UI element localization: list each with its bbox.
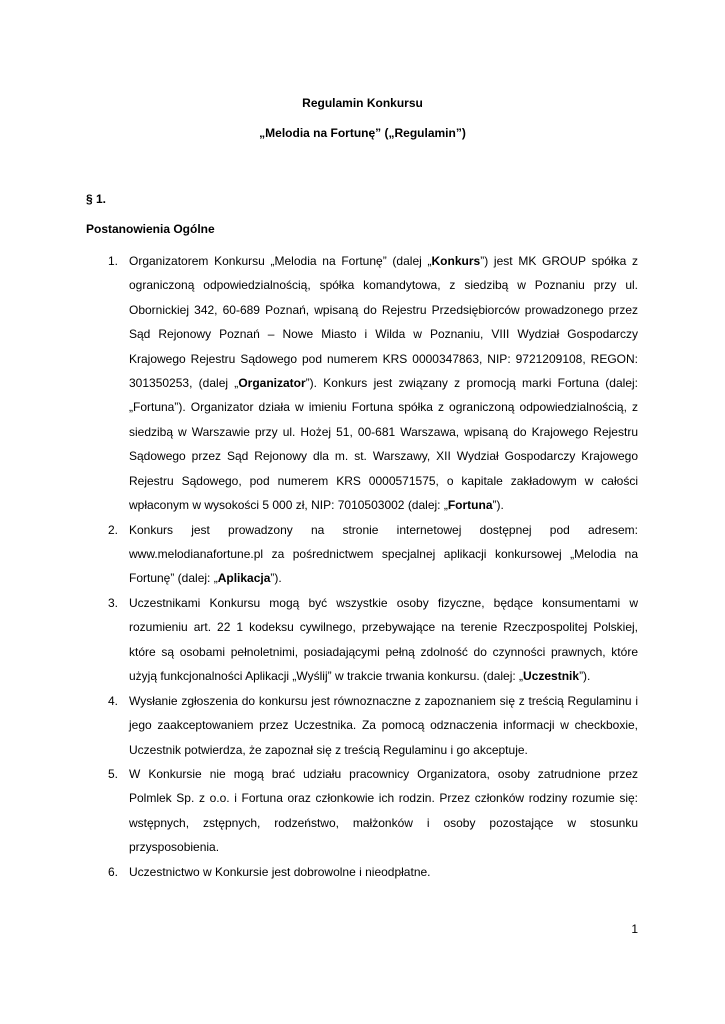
- list-item-number: 6.: [108, 864, 119, 879]
- text-line: [129, 420, 638, 444]
- text-run: Organizatorem Konkursu „Melodia na Fortunę” (dalej „: [129, 253, 432, 268]
- list-item-text: [129, 518, 638, 591]
- text-line: [129, 786, 638, 810]
- list-item: [0, 518, 725, 591]
- defined-term: Konkurs: [431, 253, 481, 268]
- text-run: wstępnych, zstępnych, rodzeństwo, małżonków i osoby pozostające w stosunku: [129, 815, 638, 830]
- text-run: ograniczoną odpowiedzialnością, spółka komandytowa, z siedzibą w Poznaniu przy ul.: [129, 278, 638, 293]
- text-line: [129, 322, 638, 346]
- list-item: [0, 249, 725, 518]
- text-run: przysposobienia.: [129, 840, 220, 855]
- document-title: Regulamin Konkursu: [302, 96, 423, 110]
- text-run: ”).: [492, 498, 504, 513]
- section-number: § 1.: [86, 192, 107, 206]
- text-run: www.melodianafortune.pl za pośrednictwem specjalnej aplikacji konkursowej „Melodia na: [129, 547, 638, 562]
- text-line: [129, 273, 638, 297]
- text-run: 301350253, (dalej „: [129, 375, 239, 390]
- text-run: Krajowego Rejestru Sądowego pod numerem KRS 0000347863, NIP: 9721209108, REGON:: [129, 351, 638, 366]
- list-item-text: [129, 689, 638, 762]
- text-run: użyją funkcjonalności Aplikacji „Wyślij” w trakcie trwania konkursu. (dalej: „: [129, 669, 524, 684]
- text-line: [129, 298, 638, 322]
- section-title: Postanowienia Ogólne: [86, 222, 215, 236]
- text-line: [129, 395, 638, 419]
- list-item-text: [129, 860, 638, 884]
- text-run: wpłaconym w wysokości 5 000 zł, NIP: 7010503002 (dalej: „: [129, 498, 448, 513]
- text-line: [129, 469, 638, 493]
- text-run: rozumieniu art. 22 1 kodeksu cywilnego, przebywające na terenie Rzeczpospolitej Polskiej,: [129, 620, 638, 635]
- text-run: Sądowego przez Sąd Rejonowy dla m. st. Warszawy, XII Wydział Gospodarczy Krajowego: [129, 449, 638, 464]
- text-run: Sąd Rejonowy Poznań – Nowe Miasto i Wilda w Poznaniu, VIII Wydział Gospodarczy: [129, 327, 638, 342]
- list-item: [0, 591, 725, 689]
- text-line: [129, 444, 638, 468]
- list-item: [0, 689, 725, 762]
- document-subtitle: „Melodia na Fortunę” („Regulamin”): [259, 126, 466, 140]
- text-run: Konkurs jest prowadzony na stronie internetowej dostępnej pod adresem:: [129, 522, 638, 537]
- text-run: Polmlek Sp. z o.o. i Fortuna oraz członkowie ich rodzin. Przez członków rodziny rozumie się:: [129, 791, 638, 806]
- text-line: [129, 835, 638, 859]
- list-item-text: [129, 591, 638, 689]
- text-run: ”). Konkurs jest związany z promocją marki Fortuna (dalej:: [305, 375, 638, 390]
- text-line: [129, 762, 638, 786]
- text-line: [129, 689, 638, 713]
- text-run: Rejestru Sądowego, pod numerem KRS 0000571575, o kapitale zakładowym w całości: [129, 473, 638, 488]
- list-item-number: 3.: [108, 595, 119, 610]
- text-run: siedzibą w Warszawie przy ul. Hożej 51, 00-681 Warszawa, wpisaną do Krajowego Rejestru: [129, 424, 638, 439]
- text-line: [129, 615, 638, 639]
- text-line: [129, 249, 638, 273]
- text-run: ”).: [579, 669, 591, 684]
- text-run: Obornickiej 342, 60-689 Poznań, wpisaną do Rejestru Przedsiębiorców prowadzonego przez: [129, 302, 638, 317]
- text-line: [129, 371, 638, 395]
- text-run: ”).: [270, 571, 282, 586]
- page-number: 1: [631, 922, 638, 936]
- list-item: [0, 762, 725, 860]
- text-line: [129, 738, 638, 762]
- text-line: [129, 493, 638, 517]
- text-line: [129, 811, 638, 835]
- text-run: Uczestnikami Konkursu mogą być wszystkie osoby fizyczne, będące konsumentami w: [129, 595, 638, 610]
- text-line: [129, 347, 638, 371]
- text-run: Uczestnictwo w Konkursie jest dobrowolne i nieodpłatne.: [129, 864, 431, 879]
- text-run: jego zaakceptowaniem przez Uczestnika. Za pomocą odznaczenia informacji w checkboxie,: [129, 718, 638, 733]
- list-item-number: 4.: [108, 693, 119, 708]
- text-line: [129, 664, 638, 688]
- defined-term: Fortuna: [447, 498, 493, 513]
- text-run: W Konkursie nie mogą brać udziału pracownicy Organizatora, osoby zatrudnione przez: [129, 766, 638, 781]
- text-run: Uczestnik potwierdza, że zapoznał się z treścią Regulaminu i go akceptuje.: [129, 742, 528, 757]
- list-item: [0, 860, 725, 884]
- text-line: [129, 542, 638, 566]
- text-run: „Fortuna”). Organizator działa w imieniu Fortuna spółka z ograniczoną odpowiedzialnością, z: [129, 400, 638, 415]
- defined-term: Aplikacja: [217, 571, 271, 586]
- text-line: [129, 591, 638, 615]
- list-item-text: [129, 249, 638, 518]
- defined-term: Uczestnik: [523, 669, 580, 684]
- text-run: które są osobami pełnoletnimi, posiadającymi pełną zdolność do czynności prawnych, które: [129, 644, 638, 659]
- defined-term: Organizator: [238, 375, 306, 390]
- text-run: ”) jest MK GROUP spółka z: [480, 253, 638, 268]
- list-item-number: 1.: [108, 253, 119, 268]
- text-line: [129, 566, 638, 590]
- list-item-number: 2.: [108, 522, 119, 537]
- text-line: [129, 640, 638, 664]
- list-item-number: 5.: [108, 766, 119, 781]
- list-item-text: [129, 762, 638, 860]
- text-line: [129, 518, 638, 542]
- text-run: Wysłanie zgłoszenia do konkursu jest równoznaczne z zapoznaniem się z treścią Regulaminu i: [129, 693, 638, 708]
- numbered-list: [0, 249, 725, 884]
- text-line: [129, 713, 638, 737]
- text-line: [129, 860, 638, 884]
- text-run: Fortunę” (dalej: „: [129, 571, 218, 586]
